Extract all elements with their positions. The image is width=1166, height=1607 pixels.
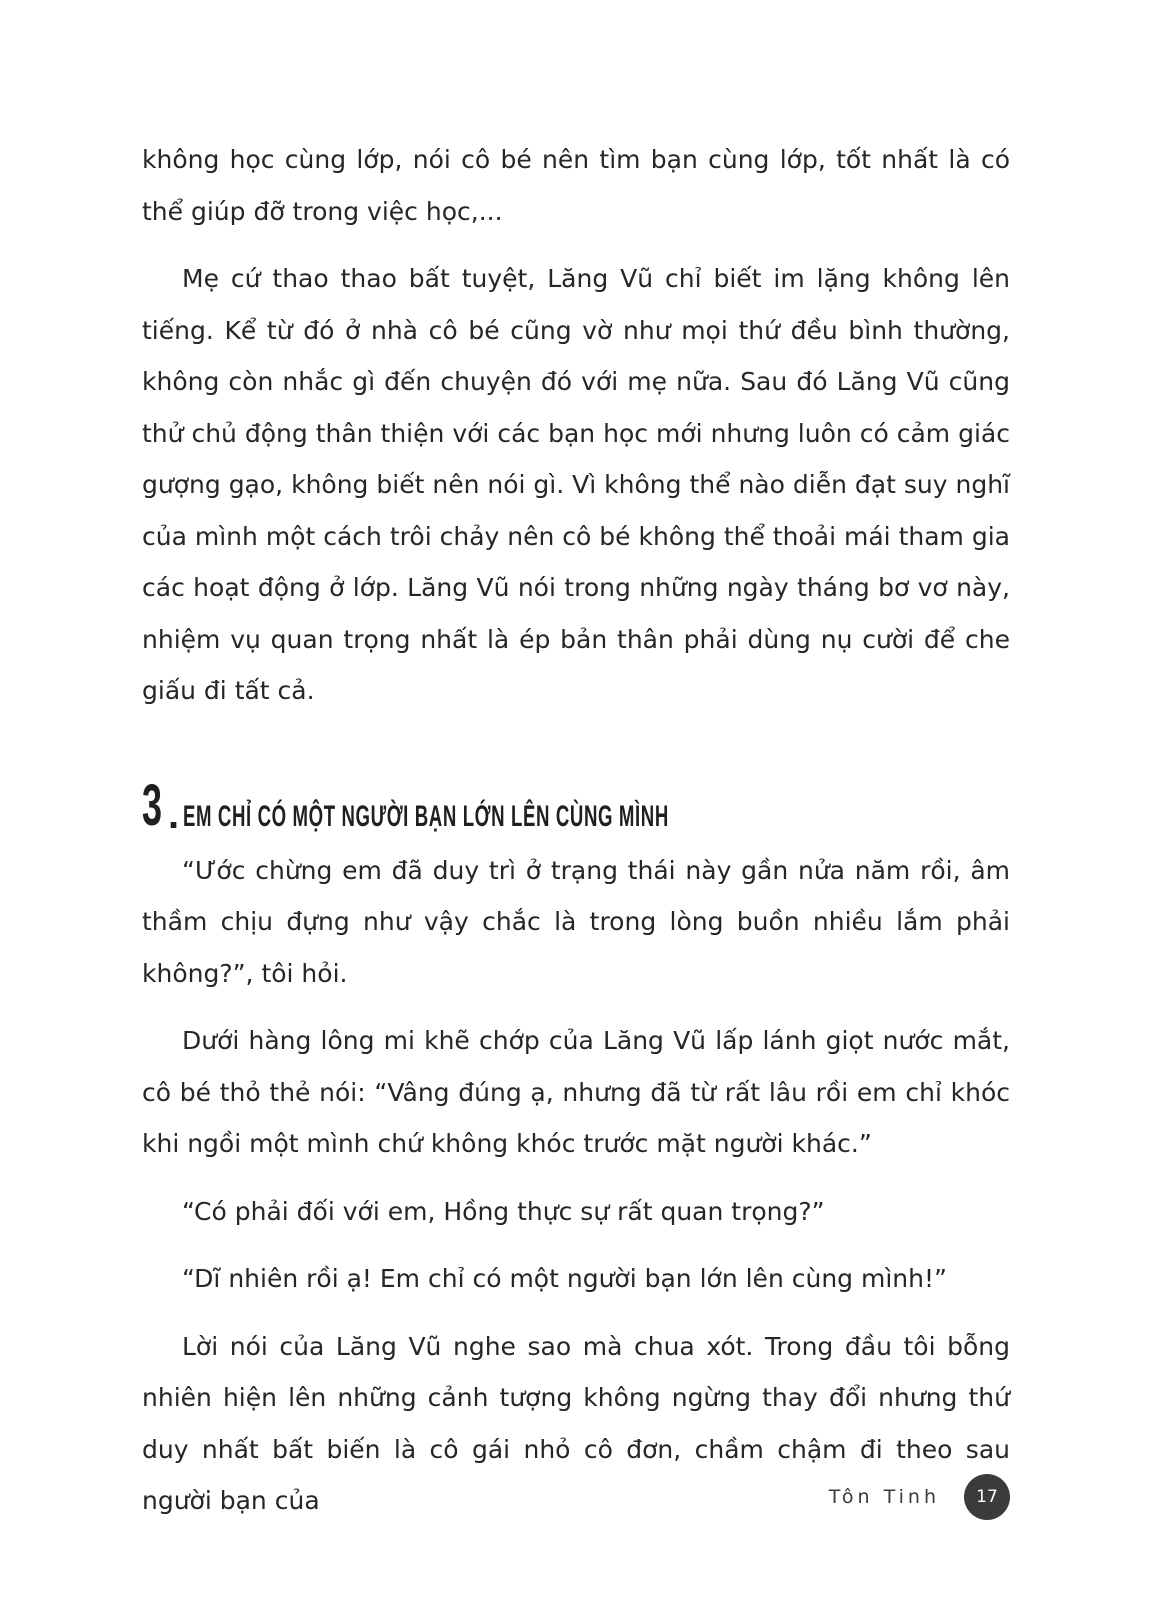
footer-author: Tôn Tinh: [828, 1486, 940, 1508]
section-number: 3: [142, 772, 163, 838]
paragraph: “Ước chừng em đã duy trì ở trạng thái này gần nửa năm rồi, âm thầm chịu đựng như vậy chắc là trong lòng buồn nhiều lắm phải không?”, tôi hỏi.: [142, 855, 1010, 988]
paragraph: Dưới hàng lông mi khẽ chớp của Lăng Vũ lấp lánh giọt nước mắt, cô bé thỏ thẻ nói: “Vâng đúng ạ, nhưng đã từ rất lâu rồi em chỉ khóc khi ngồi một mình chứ không khóc trước mặt người khác.”: [142, 1026, 1010, 1158]
paragraph: “Có phải đối với em, Hồng thực sự rất quan trọng?”: [182, 1196, 825, 1226]
paragraph: Mẹ cứ thao thao bất tuyệt, Lăng Vũ chỉ biết im lặng không lên tiếng. Kể từ đó ở nhà cô bé cũng vờ như mọi thứ đều bình thường, không còn nhắc gì đến chuyện đó với mẹ nữa. Sau đó Lăng Vũ cũng thử chủ động thân thiện với các bạn học mới nhưng luôn có cảm giác gượng gạo, không biết nên nói gì. Vì không thể nào diễn đạt suy nghĩ của mình một cách trôi chảy nên cô bé không thể thoải mái tham gia các hoạt động ở lớp. Lăng Vũ nói trong những ngày tháng bơ vơ này, nhiệm vụ quan trọng nhất là ép bản thân phải dùng nụ cười để che giấu đi tất cả.: [142, 264, 1010, 705]
page-body: [142, 134, 1010, 1527]
section-title: EM CHỈ CÓ MỘT NGƯỜI BẠN LỚN LÊN CÙNG MÌNH: [183, 799, 670, 833]
paragraph: “Dĩ nhiên rồi ạ! Em chỉ có một người bạn lớn lên cùng mình!”: [182, 1264, 947, 1293]
section-number-dot: .: [168, 792, 180, 837]
section-heading: [142, 765, 1010, 838]
page-number-badge: 17: [964, 1474, 1010, 1520]
paragraph: Lời nói của Lăng Vũ nghe sao mà chua xót. Trong đầu tôi bỗng nhiên hiện lên những cảnh tượng không ngừng thay đổi nhưng thứ duy nhất bất biến là cô gái nhỏ cô đơn, chầm chậm đi theo sau người bạn của: [142, 1331, 1010, 1515]
paragraph-continued: không học cùng lớp, nói cô bé nên tìm bạn cùng lớp, tốt nhất là có thể giúp đỡ trong việc học,...: [142, 145, 1010, 226]
page-footer: [780, 1474, 1010, 1524]
